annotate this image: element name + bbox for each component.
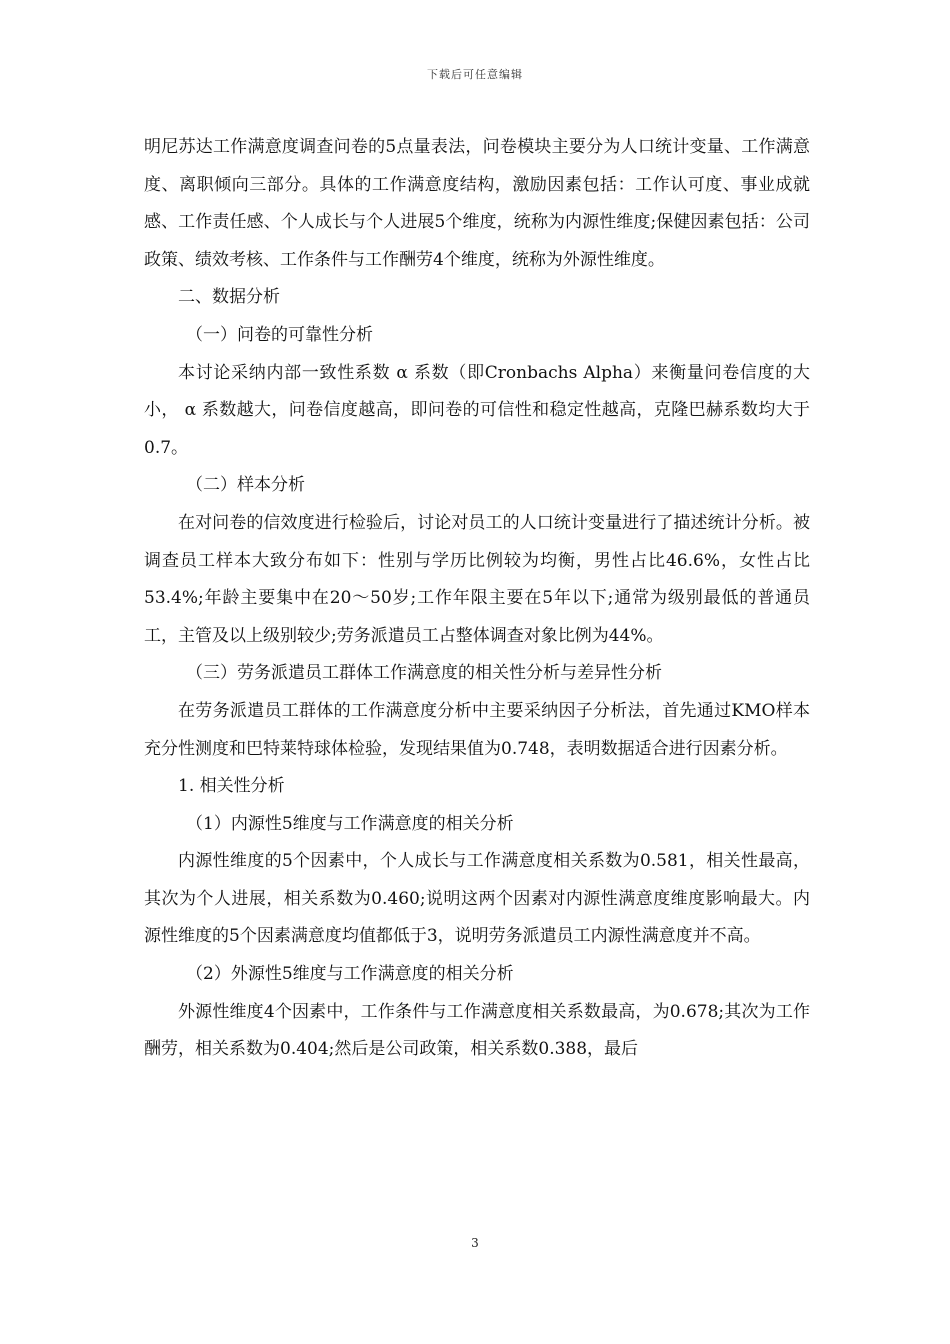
subsection-heading: （1）内源性5维度与工作满意度的相关分析 <box>186 813 514 834</box>
subsection-heading: （二）样本分析 <box>186 475 305 496</box>
subsection-heading: （一）问卷的可靠性分析 <box>186 324 373 345</box>
page-header: 下载后可任意编辑 <box>427 68 523 81</box>
body-paragraph: 在对问卷的信效度进行检验后，讨论对员工的人口统计变量进行了描述统计分析。被调查员工样本大致分布如下：性别与学历比例较为均衡，男性占比46.6%，女性占比53.4%;年龄主要集中在20～50岁;工作年限主要在5年以下;通常为级别最低的普通员工，主管及以上级别较少;劳务派遣员工占整体调查对象比例为44%。 <box>144 512 810 646</box>
page-number: 3 <box>471 1236 479 1250</box>
body-paragraph: 本讨论采纳内部一致性系数 α 系数（即Cronbachs Alpha）来衡量问卷信度的大小， α 系数越大，问卷信度越高，即问卷的可信性和稳定性越高，克隆巴赫系数均大于0.7。 <box>144 362 810 458</box>
body-paragraph: 在劳务派遣员工群体的工作满意度分析中主要采纳因子分析法，首先通过KMO样本充分性测度和巴特莱特球体检验，发现结果值为0.748，表明数据适合进行因素分析。 <box>144 700 810 759</box>
subsection-heading: （三）劳务派遣员工群体工作满意度的相关性分析与差异性分析 <box>186 663 662 684</box>
document-body <box>144 129 810 1069</box>
body-paragraph: 内源性维度的5个因素中，个人成长与工作满意度相关系数为0.581，相关性最高，其次为个人进展，相关系数为0.460;说明这两个因素对内源性满意度维度影响最大。内源性维度的5个因素满意度均值都低于3，说明劳务派遣员工内源性满意度并不高。 <box>144 851 810 947</box>
body-paragraph: 明尼苏达工作满意度调查问卷的5点量表法，问卷模块主要分为人口统计变量、工作满意度、离职倾向三部分。具体的工作满意度结构，激励因素包括：工作认可度、事业成就感、工作责任感、个人成长与个人进展5个维度，统称为内源性维度;保健因素包括：公司政策、绩效考核、工作条件与工作酬劳4个维度，统称为外源性维度。 <box>144 137 810 270</box>
numbered-heading: 1. 相关性分析 <box>178 776 285 797</box>
section-heading: 二、数据分析 <box>178 287 280 308</box>
subsection-heading: （2）外源性5维度与工作满意度的相关分析 <box>186 964 514 985</box>
body-paragraph: 外源性维度4个因素中，工作条件与工作满意度相关系数最高，为0.678;其次为工作酬劳，相关系数为0.404;然后是公司政策，相关系数0.388，最后 <box>144 1001 810 1060</box>
